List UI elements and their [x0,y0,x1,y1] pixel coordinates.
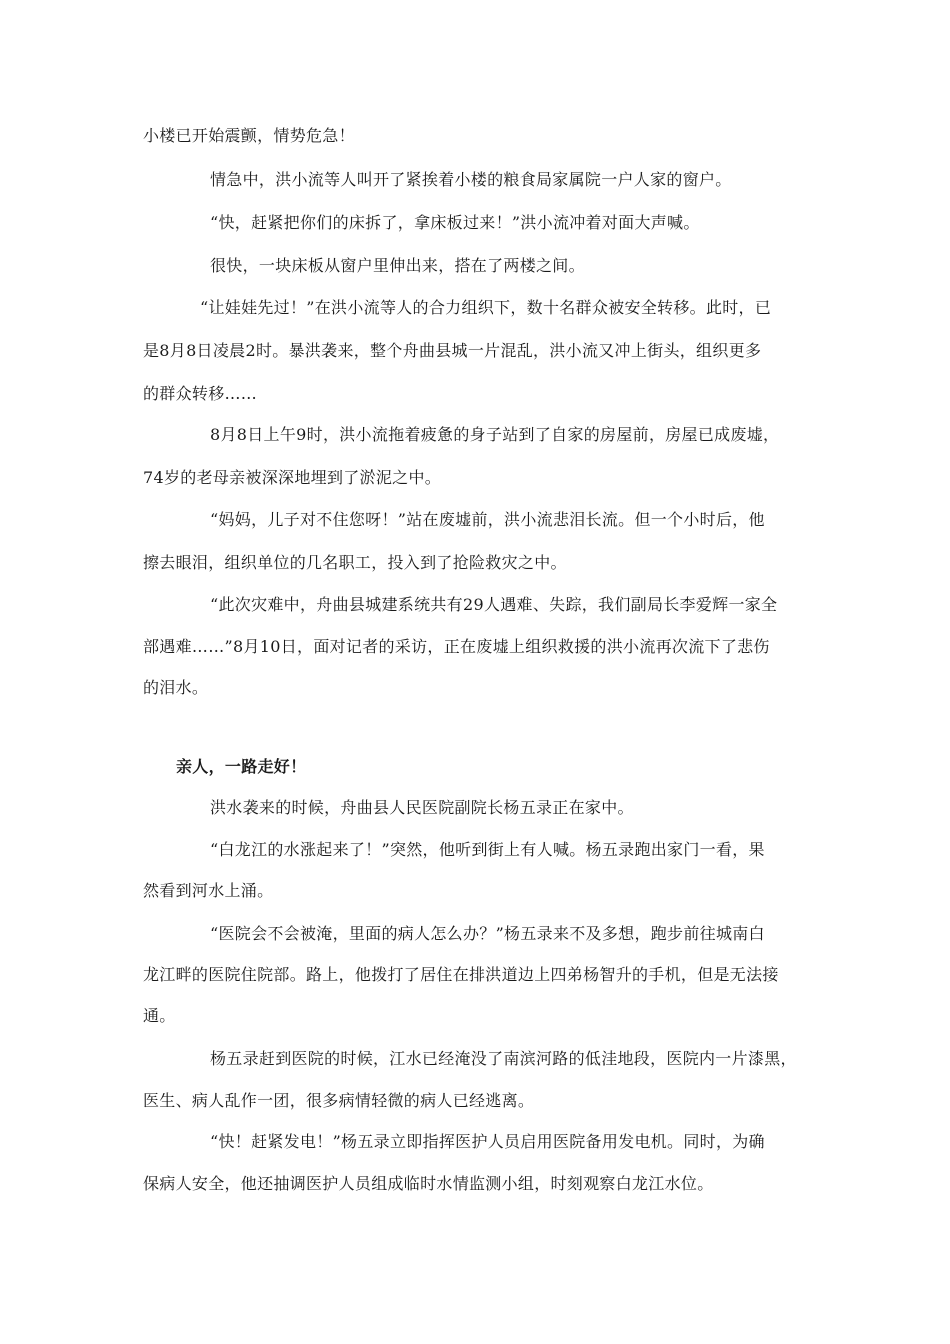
text-line: “此次灾难中，舟曲县城建系统共有29人遇难、失踪，我们副局长李爱辉一家全 [210,595,778,614]
text-line: “白龙江的水涨起来了！”突然，他听到街上有人喊。杨五录跑出家门一看，果 [210,840,765,859]
text-line: 然看到河水上涌。 [143,881,274,900]
text-line: 74岁的老母亲被深深地埋到了淤泥之中。 [143,468,442,487]
text-line: 很快，一块床板从窗户里伸出来，搭在了两楼之间。 [210,256,585,275]
text-line: “让娃娃先过！”在洪小流等人的合力组织下，数十名群众被安全转移。此时，已 [200,298,772,317]
text-line: 洪水袭来的时候，舟曲县人民医院副院长杨五录正在家中。 [210,798,634,817]
text-line: 小楼已开始震颤，情势危急！ [143,126,355,145]
text-line: 部遇难……”8月10日，面对记者的采访，正在废墟上组织救援的洪小流再次流下了悲伤 [143,637,770,656]
text-line: “快！赶紧发电！”杨五录立即指挥医护人员启用医院备用发电机。同时，为确 [210,1132,765,1151]
text-line: “医院会不会被淹，里面的病人怎么办？”杨五录来不及多想，跑步前往城南白 [210,924,765,943]
section-heading: 亲人，一路走好！ [176,757,307,776]
text-line: 擦去眼泪，组织单位的几名职工，投入到了抢险救灾之中。 [143,553,567,572]
text-line: 杨五录赶到医院的时候，江水已经淹没了南滨河路的低洼地段，医院内一片漆黑， [210,1049,797,1068]
text-line: 是8月8日凌晨2时。暴洪袭来，整个舟曲县城一片混乱，洪小流又冲上街头，组织更多 [143,341,762,360]
text-line: 的泪水。 [143,678,209,697]
text-line: 的群众转移…… [143,384,258,403]
text-line: 龙江畔的医院住院部。路上，他拨打了居住在排洪道边上四弟杨智升的手机，但是无法接 [143,965,779,984]
text-line: 情急中，洪小流等人叫开了紧挨着小楼的粮食局家属院一户人家的窗户。 [210,170,732,189]
text-line: 通。 [143,1006,176,1025]
text-line: “快，赶紧把你们的床拆了，拿床板过来！”洪小流冲着对面大声喊。 [210,213,700,232]
text-line: 保病人安全，他还抽调医护人员组成临时水情监测小组，时刻观察白龙江水位。 [143,1174,714,1193]
text-line: 医生、病人乱作一团，很多病情轻微的病人已经逃离。 [143,1091,535,1110]
text-line: “妈妈，儿子对不住您呀！”站在废墟前，洪小流悲泪长流。但一个小时后，他 [210,510,765,529]
text-line: 8月8日上午9时，洪小流拖着疲惫的身子站到了自家的房屋前，房屋已成废墟， [210,425,780,444]
